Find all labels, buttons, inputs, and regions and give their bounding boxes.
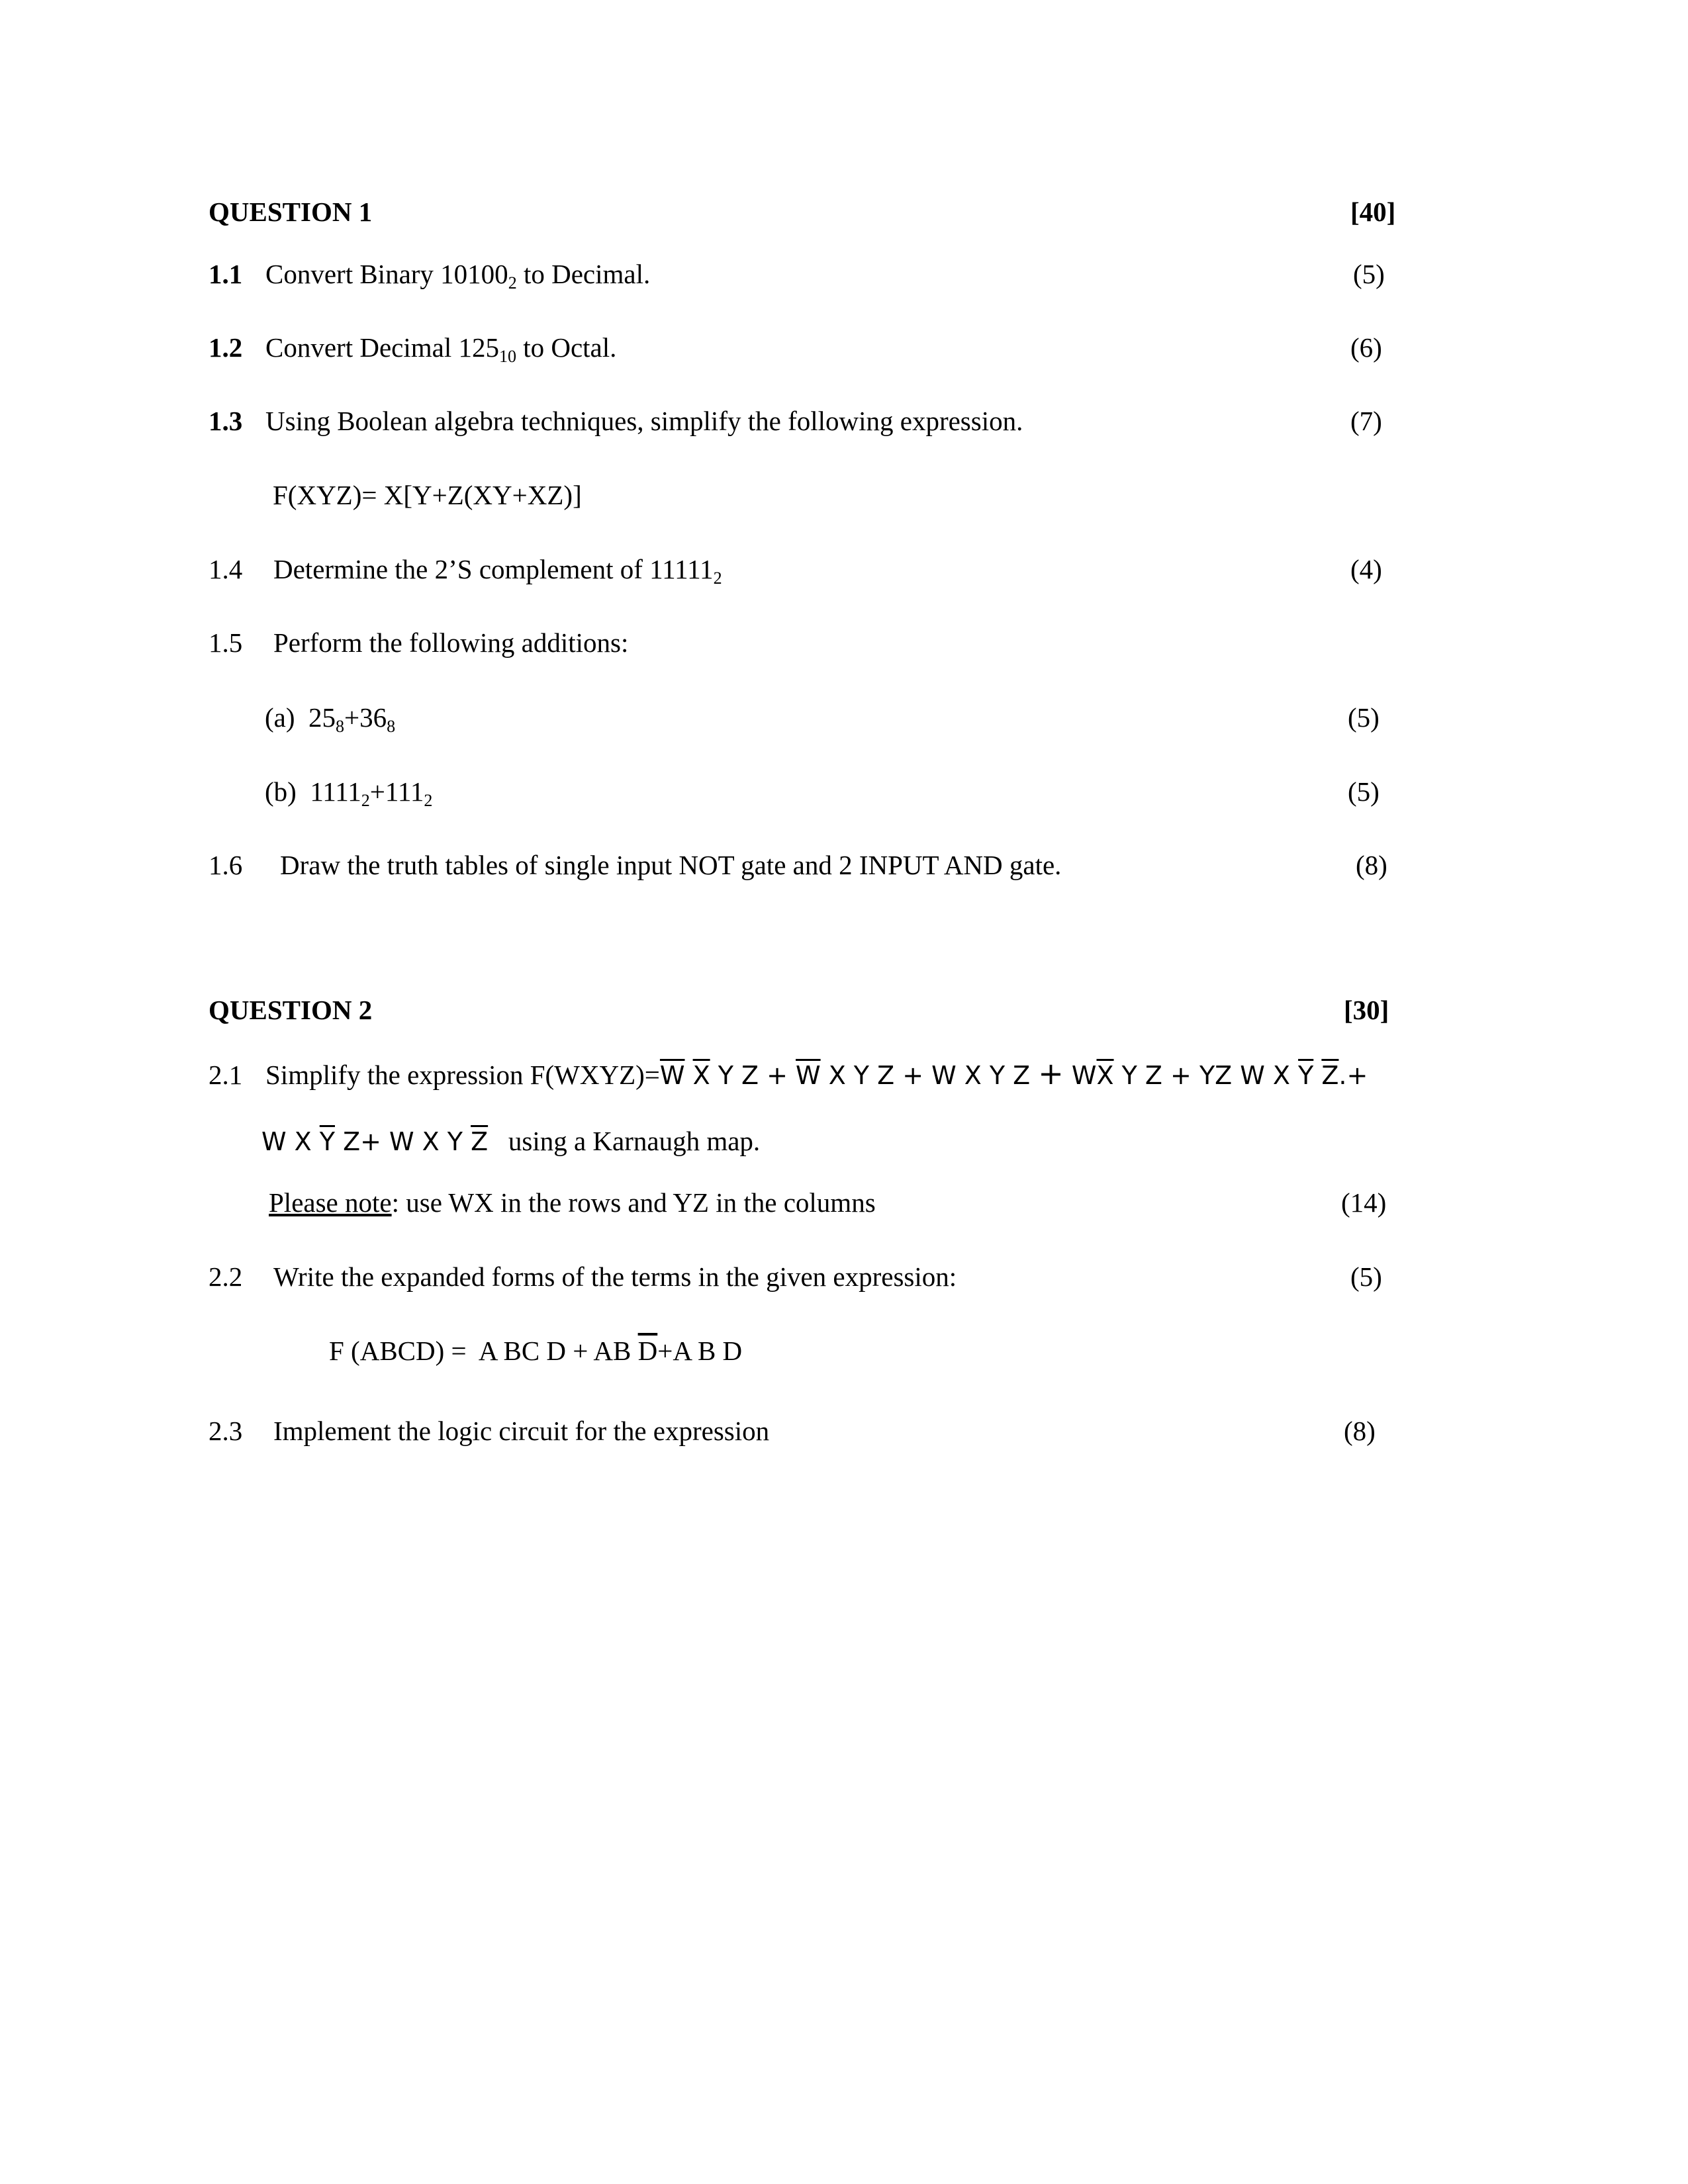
question-1-1 <box>209 258 651 293</box>
question-text: Simplify the expression F(WXYZ)= <box>265 1060 660 1090</box>
question-1-5 <box>209 627 628 659</box>
subscript: 2 <box>508 273 517 293</box>
question-text: Convert Binary 10100 <box>265 259 508 289</box>
d-bar: $\overline{D}$ <box>637 1336 658 1366</box>
y-bar: $\overline{Y}$ <box>319 1127 335 1156</box>
question-1-4 <box>209 553 722 588</box>
marks-2-2: (5) <box>1350 1261 1382 1292</box>
expression-2-2: F (ABCD) = A BC D + AB $\overline{D}+A$ B D <box>329 1336 743 1366</box>
question-text-tail: to Octal. <box>516 332 617 363</box>
marks-2-3: (8) <box>1344 1416 1376 1446</box>
w-bar: $\overline{W}$ <box>796 1061 821 1090</box>
question-2-total: [30] <box>1344 995 1389 1025</box>
expression-1-3: F(XYZ)= X[Y+Z(XY+XZ)] <box>273 480 582 510</box>
question-number: 1.5 <box>209 627 243 658</box>
question-text-tail: to Decimal. <box>516 259 651 289</box>
operator: + <box>369 776 385 807</box>
question-text: Determine the 2’S complement of 11111 <box>273 554 714 584</box>
z-bar: $\overline{Z}$ <box>1321 1061 1339 1090</box>
marks-addition-a: (5) <box>1348 702 1380 733</box>
addend: 36 <box>359 702 387 733</box>
w-bar: $\overline{W}$ <box>659 1061 685 1090</box>
question-number: 1.4 <box>209 554 243 584</box>
marks-1-2: (6) <box>1350 332 1382 363</box>
subscript: 8 <box>387 717 396 736</box>
marks-1-1: (5) <box>1353 259 1385 289</box>
question-1-title: QUESTION 1 <box>209 197 373 227</box>
question-number: 2.2 <box>209 1261 243 1292</box>
question-text: Draw the truth tables of single input NOT gate and 2 INPUT AND gate. <box>280 850 1062 880</box>
question-2-1-note <box>269 1187 876 1218</box>
question-2-2 <box>209 1261 957 1293</box>
addition-b <box>265 776 433 810</box>
addend: 1111 <box>310 776 361 807</box>
question-number: 1.1 <box>209 259 243 289</box>
question-text: Using Boolean algebra techniques, simplify the following expression. <box>265 406 1023 436</box>
question-number: 1.6 <box>209 850 243 880</box>
boolean-expression: $\overline{W}$ $\overline{X}$ Y $Z + \overline{W}$ X Y Z + W X Y $Z + W\overline{X}$ Y Z + YZ W X $\overline{Y}$ $\overline{Z}.+$ <box>659 1056 1368 1091</box>
marks-1-6: (8) <box>1356 850 1387 880</box>
question-1-3 <box>209 405 1023 437</box>
question-text: Convert Decimal 125 <box>265 332 499 363</box>
subscript: 8 <box>336 717 345 736</box>
question-2-1 <box>209 1058 1368 1091</box>
question-2-1-continued: W X $\overline{Y}$ Z+ W X Y $\overline{Z}$ using a Karnaugh map. <box>261 1126 761 1156</box>
question-text: Implement the logic circuit for the expression <box>273 1416 770 1446</box>
operator: + <box>344 702 360 733</box>
marks-addition-b: (5) <box>1348 776 1380 807</box>
question-1-6 <box>209 849 1061 881</box>
x-bar: $\overline{X}$ <box>1096 1061 1114 1090</box>
y-bar: $\overline{Y}$ <box>1298 1061 1314 1090</box>
question-number: 2.3 <box>209 1416 243 1446</box>
question-number: 1.2 <box>209 332 243 363</box>
marks-1-3: (7) <box>1350 406 1382 436</box>
addend: 111 <box>385 776 424 807</box>
addend: 25 <box>308 702 336 733</box>
z-bar: $\overline{Z}$ <box>471 1127 489 1156</box>
x-bar: $\overline{X}$ <box>692 1061 710 1090</box>
question-1-2 <box>209 332 617 366</box>
subscript: 2 <box>713 569 722 588</box>
note-text: : use WX in the rows and YZ in the columns <box>391 1187 876 1218</box>
subscript: 2 <box>361 791 370 810</box>
marks-1-4: (4) <box>1350 554 1382 584</box>
question-number: 2.1 <box>209 1060 243 1090</box>
marks-2-1: (14) <box>1341 1187 1387 1218</box>
question-2-3 <box>209 1415 769 1447</box>
addition-label: (b) <box>265 776 297 807</box>
addition-label: (a) <box>265 702 295 733</box>
question-1-total: [40] <box>1350 197 1396 227</box>
subscript: 2 <box>424 791 433 810</box>
question-text: Write the expanded forms of the terms in the given expression: <box>273 1261 957 1292</box>
question-text: Perform the following additions: <box>273 627 629 658</box>
addition-a <box>265 702 396 736</box>
subscript: 10 <box>498 347 516 366</box>
question-number: 1.3 <box>209 406 243 436</box>
question-2-title: QUESTION 2 <box>209 995 373 1025</box>
note-label: Please note <box>269 1187 392 1218</box>
